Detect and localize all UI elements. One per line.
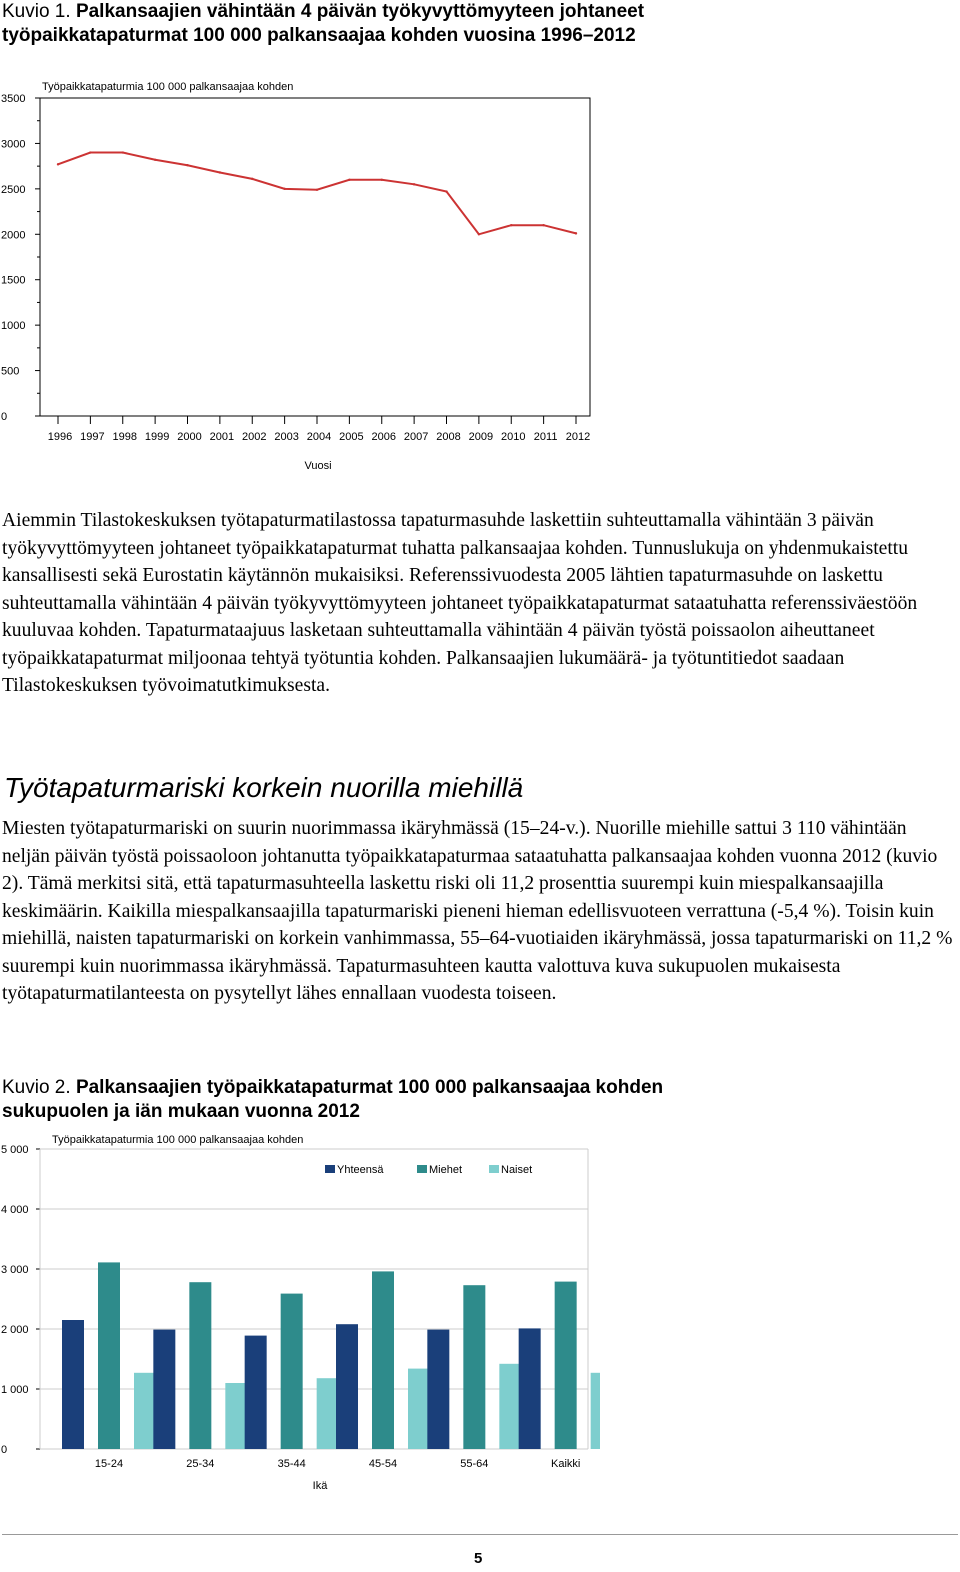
chart2-bar bbox=[463, 1285, 485, 1449]
chart1-ytick-label: 3500 bbox=[1, 93, 26, 105]
chart2-xtick-label: 25-34 bbox=[186, 1458, 215, 1470]
chart1-xtick-label: 2010 bbox=[501, 431, 526, 443]
chart2-bar bbox=[317, 1378, 339, 1449]
chart1-title: Työpaikkatapaturmia 100 000 palkansaajaa kohden bbox=[42, 81, 294, 93]
chart1-xtick-label: 2003 bbox=[274, 431, 299, 443]
chart1-data-point bbox=[316, 189, 318, 191]
chart1-series-line bbox=[58, 153, 576, 235]
figure2-number: Kuvio 2. bbox=[2, 1077, 71, 1098]
figure2-title-text: Palkansaajien työpaikkatapaturmat 100 000 palkansaajaa kohden sukupuolen ja iän mukaan vuonna 2012 bbox=[2, 1077, 664, 1122]
chart1-x-axis-label: Vuosi bbox=[304, 460, 332, 472]
chart2-legend-swatch bbox=[489, 1165, 499, 1173]
figure2-title bbox=[2, 1076, 682, 1124]
chart1-data-point bbox=[57, 163, 59, 165]
chart1-ytick-label: 2000 bbox=[1, 229, 26, 242]
chart2-bar bbox=[519, 1328, 541, 1449]
chart1-xtick-label: 1997 bbox=[80, 431, 105, 443]
chart1-xtick-label: 1996 bbox=[47, 431, 73, 443]
chart1-xtick-label: 2002 bbox=[242, 431, 267, 443]
chart2-ytick-label: 4 000 bbox=[1, 1204, 29, 1216]
chart1-xtick-label: 2001 bbox=[209, 431, 235, 443]
chart1-xtick-label: 2012 bbox=[565, 431, 591, 443]
chart1-xtick-label: 2005 bbox=[339, 431, 364, 443]
chart2-legend-label: Yhteensä bbox=[337, 1164, 384, 1176]
chart1-xtick-label: 2009 bbox=[468, 431, 494, 443]
chart1-ytick-label: 0 bbox=[1, 411, 8, 423]
chart2-ytick-label: 1 000 bbox=[1, 1384, 29, 1396]
chart1-data-point bbox=[510, 224, 512, 226]
chart1-ytick-label: 2500 bbox=[1, 183, 26, 196]
chart2-bar bbox=[62, 1320, 84, 1449]
figure1-title-text: Palkansaajien vähintään 4 päivän työkyvyttömyyteen johtaneet työpaikkatapaturmat 100 000 palkansaajaa kohden vuosina 1996–2012 bbox=[2, 1, 645, 46]
chart2-bar bbox=[245, 1336, 267, 1449]
chart1-ytick-label: 500 bbox=[1, 365, 20, 378]
figure1-number: Kuvio 1. bbox=[2, 1, 71, 22]
chart1-data-point bbox=[283, 188, 285, 190]
chart2-bar bbox=[591, 1373, 600, 1449]
chart2-bar bbox=[499, 1364, 521, 1449]
chart2-bar bbox=[372, 1271, 394, 1449]
chart2-legend-label: Naiset bbox=[501, 1164, 533, 1176]
chart2-ytick-label: 0 bbox=[1, 1444, 8, 1456]
chart1-data-point bbox=[542, 224, 544, 226]
chart1-ytick-label: 1500 bbox=[1, 274, 26, 287]
footer-divider bbox=[2, 1534, 958, 1535]
chart1-xtick-label: 2004 bbox=[306, 431, 332, 443]
chart2-title: Työpaikkatapaturmia 100 000 palkansaajaa kohden bbox=[52, 1134, 304, 1146]
bar-chart bbox=[0, 1128, 600, 1498]
chart2-xtick-label: 35-44 bbox=[277, 1458, 306, 1470]
chart1-data-point bbox=[122, 151, 124, 153]
chart2-bar bbox=[98, 1262, 120, 1449]
chart2-bar bbox=[134, 1373, 156, 1449]
chart1-data-point bbox=[154, 159, 156, 161]
chart1-data-point bbox=[219, 171, 221, 173]
chart1-data-point bbox=[381, 179, 383, 181]
chart2-bar bbox=[189, 1282, 211, 1449]
chart2-legend-swatch bbox=[417, 1165, 427, 1173]
chart2-bar bbox=[153, 1330, 175, 1449]
chart2-bar bbox=[225, 1383, 247, 1449]
chart2-bar bbox=[408, 1369, 430, 1449]
chart2-xtick-label: 55-64 bbox=[460, 1458, 489, 1470]
page-number: 5 bbox=[474, 1550, 483, 1567]
chart1-xtick-label: 2011 bbox=[533, 431, 558, 443]
chart1-data-point bbox=[186, 164, 188, 166]
chart1-data-point bbox=[348, 179, 350, 181]
chart2-x-axis-label: Ikä bbox=[312, 1480, 328, 1492]
chart1-data-point bbox=[478, 233, 480, 235]
chart1-xtick-label: 2000 bbox=[177, 431, 202, 443]
chart2-xtick-label: 15-24 bbox=[94, 1458, 124, 1470]
chart1-plot-frame bbox=[40, 98, 590, 416]
section-heading: Työtapaturmariski korkein nuorilla miehillä bbox=[4, 772, 524, 803]
chart2-ytick-label: 5 000 bbox=[1, 1144, 29, 1156]
paragraph-methodology: Aiemmin Tilastokeskuksen työtapaturmatilastossa tapaturmasuhde laskettiin suhteuttamalla vähintään 3 päivän työkyvyttömyyteen johtaneet työpaikkatapaturmat tuhatta palkansaajaa kohden. Tunnuslukuja on yhdenmukaistettu kansallisesti sekä Eurostatin käytännön mukaisiksi. Referenssivuodesta 2005 lähtien tapaturmasuhde on laskettu suhteuttamalla vähintään 4 päivän työkyvyttömyyteen johtaneet työpaikkatapaturmat sataatuhatta referenssiväestöön kuuluvaa kohden. Tapaturmataajuus lasketaan suhteuttamalla vähintään 4 päivän työstä poissaolon aiheuttaneet työpaikkatapaturmat miljoonaa tehtyä työtuntia kohden. Palkansaajien lukumäärä- ja työtuntitiedot saadaan Tilastokeskuksen työvoimatutkimuksesta. bbox=[2, 510, 918, 696]
chart1-xtick-label: 1998 bbox=[112, 431, 137, 443]
chart1-data-point bbox=[575, 232, 577, 234]
line-chart bbox=[0, 76, 600, 476]
chart1-data-point bbox=[445, 190, 447, 192]
chart1-ytick-label: 1000 bbox=[1, 320, 26, 333]
chart2-legend-label: Miehet bbox=[429, 1164, 463, 1176]
chart1-data-point bbox=[413, 183, 415, 185]
chart2-xtick-label: 45-54 bbox=[368, 1458, 398, 1470]
chart2-bar bbox=[427, 1330, 449, 1449]
chart2-bar bbox=[555, 1282, 577, 1449]
chart2-legend-swatch bbox=[325, 1165, 335, 1173]
chart1-xtick-label: 2007 bbox=[403, 431, 429, 443]
chart1-ytick-label: 3000 bbox=[1, 138, 26, 151]
figure1-title bbox=[2, 0, 682, 48]
paragraph-risk: Miesten työtapaturmariski on suurin nuorimmassa ikäryhmässä (15–24-v.). Nuorille miehille sattui 3 110 vähintään neljän päivän työstä poissaoloon johtanutta työpaikkatapaturmaa sataatuhatta palkansaajaa kohden vuonna 2012 (kuvio 2). Tämä merkitsi sitä, että tapaturmasuhteella laskettu riski oli 11,2 prosenttia suurempi kuin miespalkansaajilla keskimäärin. Kaikilla miespalkansaajilla tapaturmariski pieneni hieman edellisvuoteen verrattuna (-5,4 %). Toisin kuin miehillä, naisten tapaturmariski on korkein vanhimmassa, 55–64-vuotiaiden ikäryhmässä, jossa tapaturmariski on 11,2 % suurempi kuin nuorimmassa ikäryhmässä. Tapaturmasuhteen kautta valottuva kuva sukupuolen mukaisesta työtapaturmatilanteesta on pysytellyt lähes ennallaan vuodesta toiseen. bbox=[2, 818, 953, 1004]
chart2-bar bbox=[336, 1324, 358, 1449]
chart1-data-point bbox=[89, 151, 91, 153]
chart2-ytick-label: 2 000 bbox=[1, 1324, 29, 1336]
chart2-xtick-label: Kaikki bbox=[550, 1458, 581, 1470]
chart1-xtick-label: 2008 bbox=[436, 431, 461, 443]
chart2-bar bbox=[281, 1294, 303, 1449]
chart2-ytick-label: 3 000 bbox=[1, 1264, 29, 1276]
chart1-xtick-label: 2006 bbox=[371, 431, 396, 443]
chart1-data-point bbox=[251, 178, 253, 180]
chart1-xtick-label: 1999 bbox=[144, 431, 170, 443]
